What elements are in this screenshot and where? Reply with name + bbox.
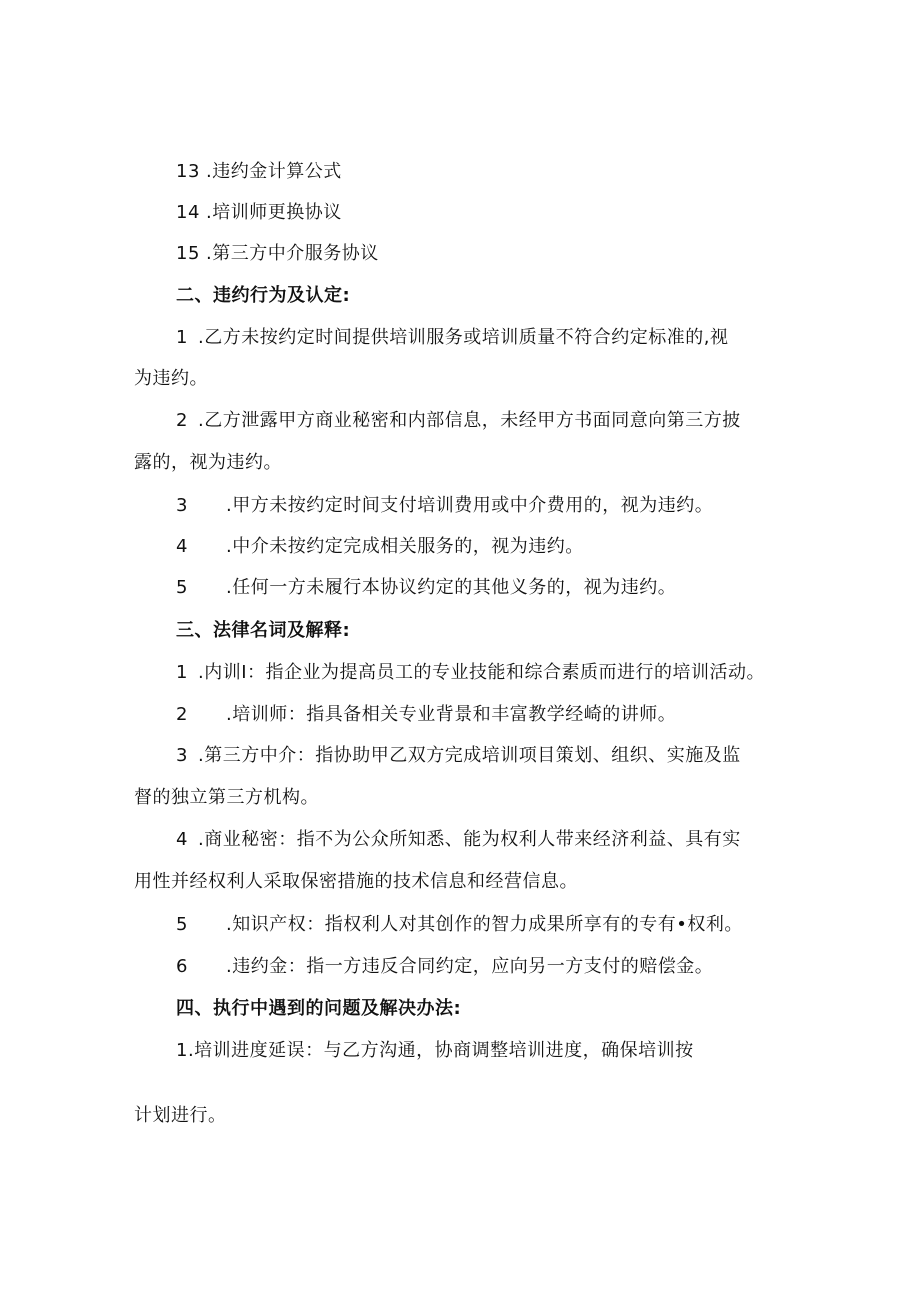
list-number: 5 bbox=[176, 577, 188, 598]
breach-item-2 bbox=[176, 409, 741, 433]
list-text: .甲方未按约定时间支付培训费用或中介费用的，视为违约。 bbox=[226, 495, 714, 516]
list-number: 4 bbox=[176, 536, 188, 557]
list-item-15 bbox=[176, 242, 379, 266]
list-number: 6 bbox=[176, 956, 188, 977]
term-item-5 bbox=[176, 913, 743, 937]
list-text: .任何一方未履行本协议约定的其他义务的，视为违约。 bbox=[226, 577, 677, 598]
list-text: .乙方泄露甲方商业秘密和内部信息，未经甲方书面同意向第三方披 bbox=[198, 410, 741, 431]
list-number: 3 bbox=[176, 745, 188, 766]
list-text: .培训师：指具备相关专业背景和丰富教学经崎的讲师。 bbox=[226, 704, 677, 725]
list-number: 13 bbox=[176, 161, 200, 182]
list-number: 15 bbox=[176, 243, 200, 264]
term-item-4-cont: 用性并经权利人采取保密措施的技术信息和经营信息。 bbox=[134, 871, 578, 892]
list-text: .第三方中介：指协助甲乙双方完成培训项目策划、组织、实施及监 bbox=[198, 745, 741, 766]
list-text: .培训师更换协议 bbox=[206, 202, 342, 223]
issue-item-1-cont: 计划进行。 bbox=[134, 1105, 227, 1126]
list-text: .中介未按约定完成相关服务的，视为违约。 bbox=[226, 536, 584, 557]
breach-item-5 bbox=[176, 576, 676, 600]
list-number: 14 bbox=[176, 202, 200, 223]
term-item-1 bbox=[176, 661, 765, 685]
list-number: 5 bbox=[176, 914, 188, 935]
list-text: .第三方中介服务协议 bbox=[206, 243, 379, 264]
section-heading-legal-terms: 三、法律名词及解释: bbox=[176, 620, 351, 641]
list-number: 3 bbox=[176, 495, 188, 516]
list-number: 1 bbox=[176, 662, 188, 683]
breach-item-3 bbox=[176, 494, 713, 518]
list-text: .违约金：指一方违反合同约定，应向另一方支付的赔偿金。 bbox=[226, 956, 714, 977]
list-text: .知识产权：指权利人对其创作的智力成果所享有的专有•权利。 bbox=[226, 914, 743, 935]
list-text: .商业秘密：指不为公众所知悉、能为权利人带来经济利益、具有实 bbox=[198, 829, 741, 850]
list-number: 1 bbox=[176, 327, 188, 348]
list-text: .违约金计算公式 bbox=[206, 161, 342, 182]
list-item-14 bbox=[176, 201, 342, 225]
breach-item-4 bbox=[176, 535, 584, 559]
term-item-2 bbox=[176, 703, 676, 727]
list-number: 2 bbox=[176, 410, 188, 431]
term-item-4 bbox=[176, 828, 741, 852]
list-text: .内训I：指企业为提高员工的专业技能和综合素质而进行的培训活动。 bbox=[198, 662, 766, 683]
term-item-3-cont: 督的独立第三方机构。 bbox=[134, 787, 319, 808]
issue-item-1: 1.培训进度延误：与乙方沟通，协商调整培训进度，确保培训按 bbox=[176, 1040, 694, 1061]
list-item-13 bbox=[176, 160, 342, 184]
term-item-3 bbox=[176, 744, 741, 768]
breach-item-1 bbox=[176, 326, 728, 350]
term-item-6 bbox=[176, 955, 713, 979]
section-heading-breach: 二、违约行为及认定: bbox=[176, 285, 351, 306]
list-number: 2 bbox=[176, 704, 188, 725]
breach-item-2-cont: 露的，视为违约。 bbox=[134, 452, 282, 473]
list-text: .乙方未按约定时间提供培训服务或培训质量不符合约定标准的,视 bbox=[198, 327, 729, 348]
list-number: 4 bbox=[176, 829, 188, 850]
section-heading-issues: 四、执行中遇到的问题及解决办法: bbox=[176, 998, 462, 1019]
breach-item-1-cont: 为违约。 bbox=[134, 368, 208, 389]
